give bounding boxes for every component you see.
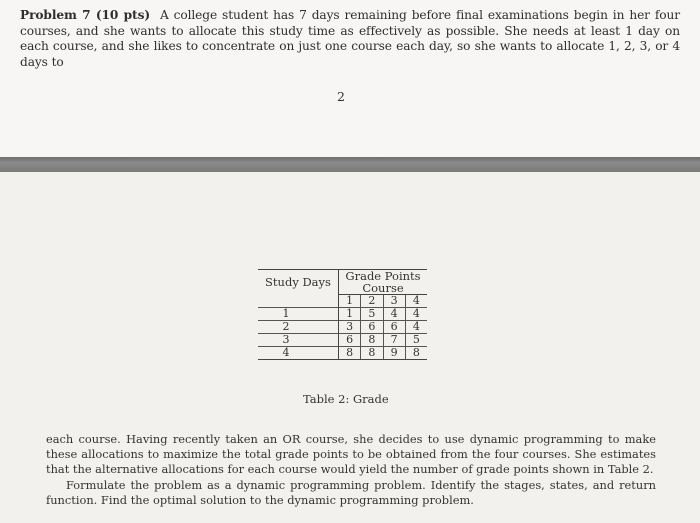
grade-cell: 8 bbox=[361, 334, 383, 347]
grade-cell: 4 bbox=[405, 321, 427, 334]
grade-cell: 6 bbox=[339, 334, 361, 347]
continuation-paragraph bbox=[46, 432, 656, 508]
course-number: 4 bbox=[405, 295, 427, 308]
course-number: 3 bbox=[383, 295, 405, 308]
study-days-header: Study Days bbox=[258, 270, 339, 295]
continuation-text-1: each course. Having recently taken an OR course, she decides to use dynamic programming to make these allocations to maximize the total grade points to be obtained from the four courses. She estimates that the alternative allocations for each course would yield the number of grade points shown in Table 2. bbox=[46, 432, 656, 477]
study-days-value: 2 bbox=[258, 321, 339, 334]
grade-cell: 8 bbox=[361, 347, 383, 360]
problem-statement bbox=[20, 8, 680, 70]
grade-table bbox=[258, 269, 427, 360]
study-days-value: 1 bbox=[258, 308, 339, 321]
course-number: 1 bbox=[339, 295, 361, 308]
grade-cell: 5 bbox=[405, 334, 427, 347]
problem-heading: Problem 7 (10 pts) bbox=[20, 8, 150, 22]
course-header: Course bbox=[339, 282, 428, 295]
page-gap-divider bbox=[0, 157, 700, 172]
problem-text: A college student has 7 days remaining before final examinations begin in her four courses, and she wants to allocate this study time as effectively as possible. She needs at least 1 day on each course, and she likes to concentrate on just one course each day, so she wants to allocate 1, 2, 3, or 4 days to bbox=[20, 8, 680, 69]
page-number: 2 bbox=[337, 89, 345, 104]
continuation-text-2: Formulate the problem as a dynamic programming problem. Identify the stages, states, and return function. Find the optimal solution to the dynamic programming problem. bbox=[46, 477, 656, 507]
upper-page bbox=[0, 0, 700, 157]
study-days-value: 4 bbox=[258, 347, 339, 360]
table-row bbox=[258, 334, 427, 347]
grade-points-header: Grade Points bbox=[339, 270, 428, 283]
grade-cell: 7 bbox=[383, 334, 405, 347]
grade-cell: 3 bbox=[339, 321, 361, 334]
grade-cell: 9 bbox=[383, 347, 405, 360]
course-number: 2 bbox=[361, 295, 383, 308]
grade-cell: 4 bbox=[405, 308, 427, 321]
table-row bbox=[258, 321, 427, 334]
grade-cell: 5 bbox=[361, 308, 383, 321]
grade-cell: 8 bbox=[339, 347, 361, 360]
grade-cell: 6 bbox=[383, 321, 405, 334]
table-caption: Table 2: Grade bbox=[303, 392, 389, 406]
grade-cell: 1 bbox=[339, 308, 361, 321]
grade-cell: 4 bbox=[383, 308, 405, 321]
study-days-value: 3 bbox=[258, 334, 339, 347]
grade-cell: 6 bbox=[361, 321, 383, 334]
table-row bbox=[258, 347, 427, 360]
grade-cell: 8 bbox=[405, 347, 427, 360]
table-row bbox=[258, 308, 427, 321]
